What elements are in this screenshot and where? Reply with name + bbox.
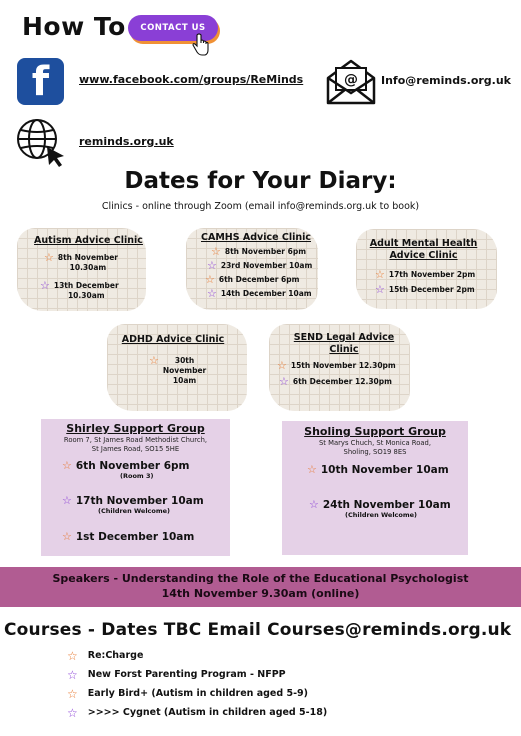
purple-star-icon: ☆ (207, 259, 217, 272)
sholing-group-title: Sholing Support Group (304, 425, 446, 438)
purple-star-icon: ☆ (40, 279, 50, 292)
purple-star-icon: ☆ (62, 494, 72, 507)
courses-heading: Courses - Dates TBC Email Courses@reminds.org.uk (4, 620, 512, 640)
orange-star-icon: ☆ (307, 463, 317, 476)
shirley-group-address: Room 7, St James Road Methodist Church, St James Road, SO15 5HE (63, 436, 208, 453)
purple-star-icon: ☆ (279, 375, 289, 388)
orange-star-icon: ☆ (62, 459, 72, 472)
orange-star-icon: ☆ (149, 354, 159, 367)
speakers-banner (0, 567, 521, 607)
orange-star-icon: ☆ (211, 245, 221, 258)
website-link[interactable]: reminds.org.uk (79, 135, 174, 148)
adult-mh-entry-2: ☆ 15th December 2pm (375, 283, 475, 296)
camhs-entry-4: ☆ 14th December 10am (207, 287, 312, 300)
sholing-group-address: St Marys Chuch, St Monica Road, Sholing, SO19 8ES (318, 439, 432, 456)
shirley-group-title: Shirley Support Group (66, 422, 205, 435)
orange-star-icon: ☆ (67, 648, 78, 663)
dates-heading: Dates for Your Diary: (124, 168, 397, 194)
purple-star-icon: ☆ (309, 498, 319, 511)
purple-star-icon: ☆ (375, 283, 385, 296)
pointer-hand-icon (190, 33, 210, 57)
camhs-entry-1: ☆ 8th November 6pm (211, 245, 307, 258)
clinics-subtitle: Clinics - online through Zoom (email info@reminds.org.uk to book) (101, 201, 420, 212)
purple-star-icon: ☆ (207, 287, 217, 300)
purple-star-icon: ☆ (67, 705, 78, 720)
adult-mh-entry-1: ☆ 17th November 2pm (375, 268, 476, 281)
autism-entry-2: ☆ 13th December 10.30am (40, 279, 119, 300)
orange-star-icon: ☆ (277, 359, 287, 372)
speakers-date: 14th November 9.30am (online) (161, 587, 360, 600)
shirley-entry-1: ☆ 6th November 6pm (Room 3) (62, 459, 190, 480)
orange-star-icon: ☆ (205, 273, 215, 286)
orange-star-icon: ☆ (375, 268, 385, 281)
globe-cursor-icon (16, 118, 66, 168)
send-entry-2: ☆ 6th December 12.30pm (279, 375, 392, 388)
camhs-entry-3: ☆ 6th December 6pm (205, 273, 300, 286)
orange-star-icon: ☆ (62, 530, 72, 543)
adhd-clinic-title: ADHD Advice Clinic (121, 334, 225, 345)
purple-star-icon: ☆ (67, 667, 78, 682)
course-item: ☆ Early Bird+ (Autism in children aged 5-9) (67, 686, 308, 701)
shirley-entry-2: ☆ 17th November 10am (Children Welcome) (62, 494, 204, 515)
send-entry-1: ☆ 15th November 12.30pm (277, 359, 396, 372)
facebook-icon[interactable]: f (17, 58, 64, 105)
sholing-entry-2: ☆ 24th November 10am (Children Welcome) (309, 498, 451, 519)
adhd-entry-1: ☆ 30th November 10am (149, 354, 207, 385)
course-item: ☆ New Forst Parenting Program - NFPP (67, 667, 286, 682)
autism-entry-1: ☆ 8th November 10.30am (44, 251, 119, 272)
orange-star-icon: ☆ (67, 686, 78, 701)
camhs-clinic-title: CAMHS Advice Clinic (201, 232, 311, 243)
svg-text:@: @ (344, 72, 358, 88)
course-item: ☆ Re:Charge (67, 648, 144, 663)
contact-us-button[interactable]: CONTACT US (128, 15, 218, 41)
autism-clinic-title: Autism Advice Clinic (34, 235, 143, 246)
email-address[interactable]: Info@reminds.org.uk (381, 74, 511, 87)
shirley-entry-3: ☆ 1st December 10am (62, 530, 195, 543)
facebook-link[interactable]: www.facebook.com/groups/ReMinds (79, 73, 304, 86)
course-item: ☆ >>>> Cygnet (Autism in children aged 5-18) (67, 705, 328, 720)
adult-mh-clinic-title: Adult Mental Health Advice Clinic (369, 238, 478, 261)
sholing-entry-1: ☆ 10th November 10am (307, 463, 449, 476)
page-title: How To (22, 12, 126, 41)
send-clinic-title: SEND Legal Advice Clinic (293, 332, 395, 355)
camhs-entry-2: ☆ 23rd November 10am (207, 259, 313, 272)
orange-star-icon: ☆ (44, 251, 54, 264)
speakers-title: Speakers - Understanding the Role of the Educational Psychologist (52, 572, 469, 585)
mail-icon (326, 58, 376, 105)
